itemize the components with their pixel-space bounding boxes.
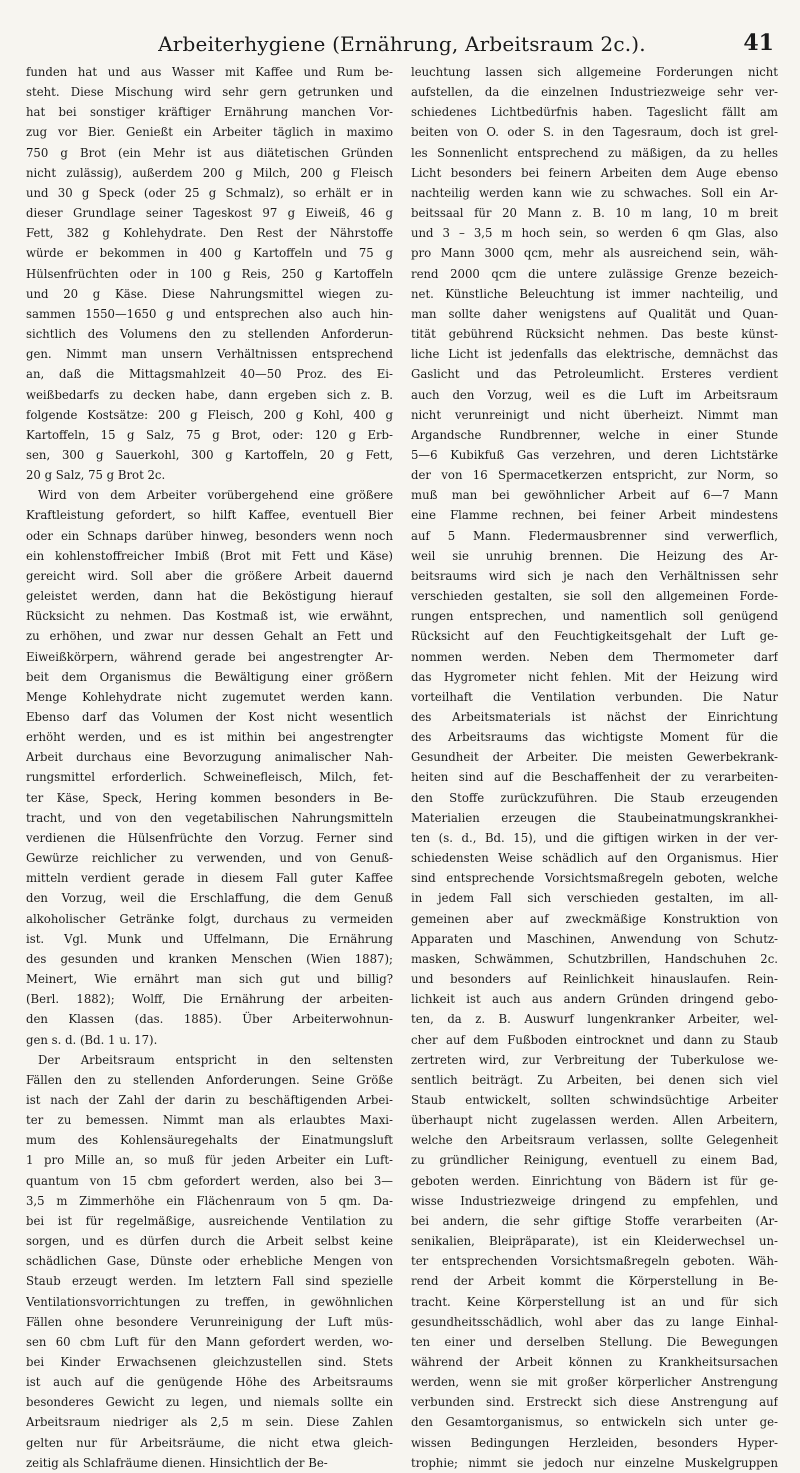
- text-line: erhöht werden, und es ist mithin bei angestrengter: [26, 730, 393, 745]
- text-line: man sollte daher wenigstens auf Qualität und Quan-: [411, 306, 778, 321]
- text-line: verbunden sind. Erstreckt sich diese Anstrengung auf: [411, 1395, 778, 1410]
- text-line: gemeinen aber auf zweckmäßige Konstruktion von: [411, 911, 778, 926]
- text-line: sen, 300 g Sauerkohl, 300 g Kartoffeln, 20 g Fett,: [26, 447, 393, 462]
- text-line: gen s. d. (Bd. 1 u. 17).: [26, 1032, 158, 1047]
- text-line: tracht. Keine Körperstellung ist an und für sich: [411, 1294, 778, 1309]
- text-line: Ebenso darf das Volumen der Kost nicht wesentlich: [26, 710, 393, 724]
- text-line: sammen 1550—1650 g und entsprechen also auch hin-: [26, 306, 393, 321]
- text-line: geboten werden. Einrichtung von Bädern ist für ge-: [411, 1173, 778, 1188]
- text-line: (Berl. 1882); Wolff, Die Ernährung der arbeiten-: [26, 992, 393, 1007]
- text-line: ter entsprechenden Vorsichtsmaßregeln geboten. Wäh-: [411, 1254, 778, 1269]
- text-line: Materialien erzeugen die Staubeinatmungskrankhei-: [411, 810, 778, 825]
- text-line: Licht besonders bei feinern Arbeiten dem Auge ebenso: [411, 165, 778, 180]
- text-line: liche Licht ist jedenfalls das elektrische, demnächst das: [411, 347, 778, 362]
- text-line: Gaslicht und das Petroleumlicht. Ersteres verdient: [411, 367, 778, 382]
- text-line: Apparaten und Maschinen, Anwendung von Schutz-: [411, 931, 778, 946]
- text-line: welche den Arbeitsraum verlassen, sollte Gelegenheit: [411, 1133, 778, 1148]
- text-line: 5—6 Kubikfuß Gas verzehren, und deren Lichtstärke: [411, 447, 778, 462]
- text-line: den Vorzug, weil die Erschlaffung, die dem Genuß: [26, 891, 393, 906]
- right-column: [411, 62, 778, 1470]
- text-line: während der Arbeit können zu Krankheitsursachen: [411, 1355, 778, 1369]
- text-line: das Hygrometer nicht fehlen. Mit der Heizung wird: [411, 669, 778, 684]
- text-line: beit dem Organismus die Bewältigung einer größern: [26, 669, 393, 684]
- text-line: eine Flamme rechnen, bei feiner Arbeit mindestens: [411, 508, 778, 523]
- text-line: schiedensten Weise schädlich auf den Organismus. Hier: [411, 851, 778, 866]
- text-line: ist auch auf die genügende Höhe des Arbeitsraums: [26, 1375, 393, 1390]
- text-line: muß man bei gewöhnlicher Arbeit auf 6—7 Mann: [411, 488, 778, 503]
- text-line: ein kohlenstoffreicher Imbiß (Brot mit Fett und Käse): [26, 548, 393, 563]
- text-line: der von 16 Spermacetkerzen entspricht, zur Norm, so: [411, 468, 778, 483]
- text-line: Kraftleistung gefordert, so hilft Kaffee, eventuell Bier: [26, 508, 393, 523]
- text-line: nicht zulässig), außerdem 200 g Milch, 200 g Fleisch: [26, 165, 393, 180]
- text-columns: [26, 62, 778, 1470]
- text-line: ten einer und derselben Stellung. Die Bewegungen: [411, 1334, 778, 1349]
- text-line: schiedenes Lichtbedürfnis haben. Tageslicht fällt am: [411, 105, 778, 120]
- text-line: lichkeit ist auch aus andern Gründen dringend gebo-: [411, 992, 778, 1007]
- text-line: cher auf dem Fußboden eintrocknet und dann zu Staub: [411, 1032, 778, 1047]
- text-line: bei Kinder Erwachsenen gleichzustellen sind. Stets: [26, 1355, 393, 1369]
- text-line: verdienen die Hülsenfrüchte den Vorzug. Ferner sind: [26, 830, 393, 845]
- text-line: Gesundheit der Arbeiter. Die meisten Gewerbekrank-: [411, 750, 778, 765]
- text-line: masken, Schwämmen, Schutzbrillen, Handschuhen 2c.: [411, 951, 778, 966]
- text-line: gelten nur für Arbeitsräume, die nicht etwa gleich-: [26, 1435, 393, 1450]
- text-line: des gesunden und kranken Menschen (Wien 1887);: [26, 951, 393, 966]
- text-line: zeitig als Schlafräume dienen. Hinsichtlich der Be-: [26, 1455, 328, 1470]
- text-line: weißbedarfs zu decken habe, dann ergeben sich z. B.: [26, 387, 393, 402]
- text-line: verschieden gestalten, sie soll den allgemeinen Forde-: [411, 589, 778, 604]
- text-line: Rücksicht zu nehmen. Das Kostmaß ist, wie erwähnt,: [26, 609, 393, 624]
- text-line: wisse Industriezweige dringend zu empfehlen, und: [411, 1193, 778, 1208]
- text-line: werden, wenn sie mit großer körperlicher Anstrengung: [411, 1375, 778, 1390]
- text-line: beitsraums wird sich je nach den Verhältnissen sehr: [411, 568, 778, 583]
- text-line: alkoholischer Getränke folgt, durchaus zu vermeiden: [26, 911, 393, 926]
- text-line: sentlich beiträgt. Zu Arbeiten, bei denen sich viel: [411, 1072, 778, 1087]
- text-line: zertreten wird, zur Verbreitung der Tuberkulose we-: [411, 1052, 778, 1067]
- text-line: funden hat und aus Wasser mit Kaffee und Rum be-: [26, 65, 393, 79]
- text-line: 750 g Brot (ein Mehr ist aus diätetischen Gründen: [26, 145, 393, 160]
- text-line: Menge Kohlehydrate nicht zugemutet werden kann.: [26, 689, 393, 704]
- text-line: oder ein Schnaps darüber hinweg, besonders wenn noch: [26, 528, 393, 543]
- page-header: [26, 22, 778, 62]
- text-line: ten, da z. B. Auswurf lungenkranker Arbeiter, wel-: [411, 1012, 778, 1027]
- text-line: quantum von 15 cbm gefordert werden, also bei 3—: [26, 1173, 393, 1188]
- text-line: Arbeit durchaus eine Bevorzugung animalischer Nah-: [26, 750, 393, 765]
- text-line: würde er bekommen in 400 g Kartoffeln und 75 g: [26, 246, 393, 261]
- text-line: Kartoffeln, 15 g Salz, 75 g Brot, oder: 120 g Erb-: [26, 427, 393, 442]
- text-line: sichtlich des Volumens den zu stellenden Anforderun-: [26, 327, 393, 342]
- text-line: gereicht wird. Soll aber die größere Arbeit dauernd: [26, 568, 393, 583]
- text-line: Der Arbeitsraum entspricht in den seltensten: [38, 1052, 393, 1067]
- text-line: ist. Vgl. Munk und Uffelmann, Die Ernährung: [26, 931, 393, 946]
- text-line: rend der Arbeit kommt die Körperstellung in Be-: [411, 1274, 778, 1289]
- text-line: pro Mann 3000 qcm, mehr als ausreichend sein, wäh-: [411, 246, 778, 261]
- text-line: und 20 g Käse. Diese Nahrungsmittel wiegen zu-: [26, 286, 393, 301]
- text-line: und 30 g Speck (oder 25 g Schmalz), so erhält er in: [26, 185, 393, 200]
- text-line: senikalien, Bleipräparate), ist ein Kleiderwechsel un-: [411, 1234, 778, 1249]
- text-line: Staub erzeugt werden. Im letztern Fall sind spezielle: [26, 1274, 393, 1289]
- text-line: geleistet werden, dann hat die Beköstigung hierauf: [26, 589, 393, 604]
- text-line: besonderes Gewicht zu legen, und niemals sollte ein: [26, 1395, 393, 1410]
- text-line: den Gesamtorganismus, so entwickeln sich unter ge-: [411, 1415, 778, 1430]
- text-line: ten (s. d., Bd. 15), und die giftigen wirken in der ver-: [411, 830, 778, 845]
- text-line: rend 2000 qcm die untere zulässige Grenze bezeich-: [411, 266, 778, 281]
- text-line: 20 g Salz, 75 g Brot 2c.: [26, 468, 166, 483]
- text-line: rungsmittel erforderlich. Schweinefleisch, Milch, fet-: [26, 770, 393, 785]
- text-line: ter Käse, Speck, Hering kommen besonders in Be-: [26, 790, 393, 805]
- text-line: sorgen, und es dürfen durch die Arbeit selbst keine: [26, 1234, 393, 1249]
- text-line: Ventilationsvorrichtungen zu treffen, in gewöhnlichen: [26, 1294, 393, 1309]
- text-line: zu gründlicher Reinigung, eventuell zu einem Bad,: [411, 1153, 778, 1168]
- text-line: sen 60 cbm Luft für den Mann gefordert werden, wo-: [26, 1334, 393, 1349]
- text-line: Arbeitsraum niedriger als 2,5 m sein. Diese Zahlen: [26, 1415, 393, 1430]
- text-line: folgende Kostsätze: 200 g Fleisch, 200 g Kohl, 400 g: [26, 407, 393, 422]
- text-line: mum des Kohlensäuregehalts der Einatmungsluft: [26, 1133, 393, 1148]
- text-line: überhaupt nicht zugelassen werden. Allen Arbeitern,: [411, 1113, 778, 1128]
- text-line: den Klassen (das. 1885). Über Arbeiterwohnun-: [26, 1012, 393, 1027]
- text-line: schädlichen Gase, Dünste oder erhebliche Mengen von: [26, 1254, 393, 1269]
- text-line: auch den Vorzug, weil es die Luft im Arbeitsraum: [411, 387, 778, 402]
- text-line: Fällen ohne besondere Verunreinigung der Luft müs-: [26, 1314, 393, 1329]
- text-line: aufstellen, da die einzelnen Industriezweige sehr ver-: [411, 85, 778, 100]
- text-line: 3,5 m Zimmerhöhe ein Flächenraum von 5 qm. Da-: [26, 1193, 393, 1208]
- text-line: wissen Bedingungen Herzleiden, besonders Hyper-: [411, 1435, 778, 1450]
- text-line: les Sonnenlicht entsprechend zu mäßigen, da zu helles: [411, 145, 778, 160]
- text-line: Eiweißkörpern, während gerade bei angestrengter Ar-: [26, 649, 393, 664]
- text-line: Wird von dem Arbeiter vorübergehend eine größere: [38, 488, 393, 503]
- text-line: zu erhöhen, und zwar nur dessen Gehalt an Fett und: [26, 629, 393, 644]
- text-line: nachteilig werden kann wie zu schwaches. Soll ein Ar-: [411, 185, 778, 200]
- text-line: Fällen den zu stellenden Anforderungen. Seine Größe: [26, 1072, 393, 1087]
- text-line: beiten von O. oder S. in den Tagesraum, doch ist grel-: [411, 125, 778, 140]
- text-line: hat bei sonstiger kräftiger Ernährung manchen Vor-: [26, 105, 393, 120]
- text-line: zug vor Bier. Genießt ein Arbeiter täglich in maximo: [26, 125, 393, 140]
- page-number: 41: [743, 30, 774, 56]
- text-line: dieser Grundlage seiner Tageskost 97 g Eiweiß, 46 g: [26, 206, 393, 221]
- text-line: nommen werden. Neben dem Thermometer darf: [411, 649, 778, 664]
- text-line: Staub entwickelt, sollten schwindsüchtige Arbeiter: [411, 1092, 778, 1107]
- text-line: Hülsenfrüchten oder in 100 g Reis, 250 g Kartoffeln: [26, 266, 393, 281]
- text-line: auf 5 Mann. Fledermausbrenner sind verwerflich,: [411, 528, 778, 543]
- text-line: leuchtung lassen sich allgemeine Forderungen nicht: [411, 65, 778, 79]
- text-line: Argandsche Rundbrenner, welche in einer Stunde: [411, 427, 778, 442]
- text-line: bei andern, die sehr giftige Stoffe verarbeiten (Ar-: [411, 1213, 778, 1228]
- text-line: ist nach der Zahl der darin zu beschäftigenden Arbei-: [26, 1092, 393, 1107]
- text-line: tität gebührend Rücksicht nehmen. Das beste künst-: [411, 327, 778, 342]
- running-title: Arbeiterhygiene (Ernährung, Arbeitsraum 2c.).: [158, 32, 646, 56]
- text-line: net. Künstliche Beleuchtung ist immer nachteilig, und: [411, 286, 778, 301]
- text-line: und 3 – 3,5 m hoch sein, so werden 6 qm Glas, also: [411, 226, 778, 241]
- text-line: Meinert, Wie ernährt man sich gut und billig?: [26, 972, 393, 987]
- text-line: steht. Diese Mischung wird sehr gern getrunken und: [26, 85, 393, 100]
- text-line: und besonders auf Reinlichkeit hinauslaufen. Rein-: [411, 972, 778, 987]
- text-line: heiten sind auf die Beschaffenheit der zu verarbeiten-: [411, 770, 778, 785]
- text-line: in jedem Fall sich verschieden gestalten, im all-: [411, 891, 778, 906]
- text-line: Fett, 382 g Kohlehydrate. Den Rest der Nährstoffe: [26, 226, 393, 241]
- text-line: beitssaal für 20 Mann z. B. 10 m lang, 10 m breit: [411, 206, 778, 221]
- text-line: sind entsprechende Vorsichtsmaßregeln geboten, welche: [411, 871, 778, 886]
- text-line: 1 pro Mille an, so muß für jeden Arbeiter ein Luft-: [26, 1153, 393, 1168]
- text-line: an, daß die Mittagsmahlzeit 40—50 Proz. des Ei-: [26, 367, 393, 382]
- text-line: weil sie unruhig brennen. Die Heizung des Ar-: [411, 548, 778, 563]
- left-column: [26, 62, 393, 1470]
- text-line: rungen entsprechen, und namentlich soll genügend: [411, 609, 778, 624]
- text-line: gen. Nimmt man unsern Verhältnissen entsprechend: [26, 347, 393, 362]
- text-line: tracht, und von den vegetabilischen Nahrungsmitteln: [26, 810, 393, 825]
- text-line: des Arbeitsraums das wichtigste Moment für die: [411, 730, 778, 745]
- text-line: trophie; nimmt sie jedoch nur einzelne Muskelgruppen: [411, 1455, 778, 1470]
- text-line: des Arbeitsmaterials ist nächst der Einrichtung: [411, 710, 778, 724]
- text-line: bei ist für regelmäßige, ausreichende Ventilation zu: [26, 1213, 393, 1228]
- text-line: ter zu bemessen. Nimmt man als erlaubtes Maxi-: [26, 1113, 393, 1128]
- text-line: Gewürze reichlicher zu verwenden, und von Genuß-: [26, 851, 393, 866]
- text-line: gesundheitsschädlich, wohl aber das zu lange Einhal-: [411, 1314, 778, 1329]
- text-line: den Stoffe zurückzuführen. Die Staub erzeugenden: [411, 790, 778, 805]
- text-line: vorteilhaft die Ventilation verbunden. Die Natur: [411, 689, 778, 704]
- text-line: mitteln verdient gerade in diesem Fall guter Kaffee: [26, 871, 393, 886]
- text-line: Rücksicht auf den Feuchtigkeitsgehalt der Luft ge-: [411, 629, 778, 644]
- text-line: nicht verunreinigt und nicht überheizt. Nimmt man: [411, 407, 778, 422]
